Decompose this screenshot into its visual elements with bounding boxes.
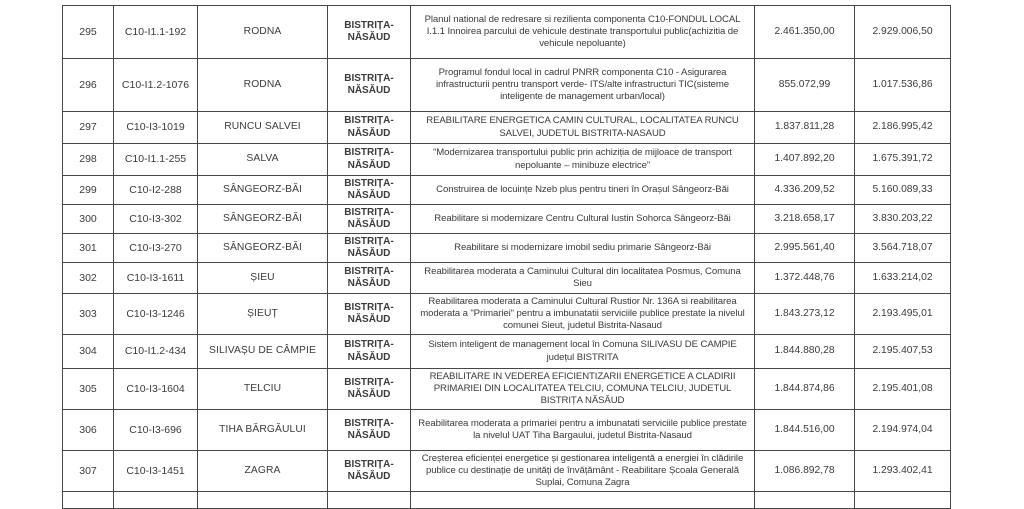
empty-cell	[855, 492, 951, 509]
table-row	[63, 144, 951, 176]
document-page	[62, 5, 951, 509]
project-code-cell: C10-I1.2-1076	[114, 59, 198, 112]
project-description-cell: Sistem inteligent de management local în Comuna SILIVASU DE CAMPIE județul BISTRITA	[411, 335, 755, 369]
row-number-cell: 297	[63, 112, 114, 144]
amount-eligible-cell: 855.072,99	[755, 59, 855, 112]
table-row	[63, 335, 951, 369]
county-cell: BISTRIȚA-NĂSĂUD	[328, 234, 411, 263]
locality-cell: ȘIEU	[198, 263, 328, 294]
project-description-cell: “Modernizarea transportului public prin achiziția de mijloace de transport nepoluante – minibuze electrice”	[411, 144, 755, 176]
locality-cell: SILIVAȘU DE CÂMPIE	[198, 335, 328, 369]
locality-cell: SALVA	[198, 144, 328, 176]
table-row	[63, 410, 951, 451]
partial-next-row	[63, 492, 951, 509]
county-cell: BISTRIȚA-NĂSĂUD	[328, 369, 411, 410]
project-description-cell: Planul national de redresare si rezilienta componenta C10-FONDUL LOCAL I.1.1 Innoirea parcului de vehicule destinate transportului public(achizitia de vehicule nepoluante)	[411, 6, 755, 59]
county-cell: BISTRIȚA-NĂSĂUD	[328, 263, 411, 294]
table-row	[63, 263, 951, 294]
locality-cell: RUNCU SALVEI	[198, 112, 328, 144]
funding-projects-table	[62, 5, 951, 509]
locality-cell: TIHA BĂRGĂULUI	[198, 410, 328, 451]
project-code-cell: C10-I1.2-434	[114, 335, 198, 369]
table-row	[63, 6, 951, 59]
county-cell: BISTRIȚA-NĂSĂUD	[328, 112, 411, 144]
project-description-cell: Programul fondul local in cadrul PNRR componenta C10 - Asigurarea infrastructurii pentru transport verde- ITS/alte infrastructuri TIC(sisteme inteligente de management urban/local)	[411, 59, 755, 112]
amount-eligible-cell: 4.336.209,52	[755, 176, 855, 205]
county-cell: BISTRIȚA-NĂSĂUD	[328, 59, 411, 112]
project-description-cell: Reabilitare si modernizare Centru Cultural Iustin Sohorca Sângeorz-Băi	[411, 205, 755, 234]
row-number-cell: 305	[63, 369, 114, 410]
county-cell: BISTRIȚA-NĂSĂUD	[328, 205, 411, 234]
amount-total-cell: 1.633.214,02	[855, 263, 951, 294]
county-cell: BISTRIȚA-NĂSĂUD	[328, 294, 411, 335]
amount-total-cell: 5.160.089,33	[855, 176, 951, 205]
amount-eligible-cell: 3.218.658,17	[755, 205, 855, 234]
amount-total-cell: 2.195.401,08	[855, 369, 951, 410]
table-body	[63, 6, 951, 492]
amount-total-cell: 3.564.718,07	[855, 234, 951, 263]
project-code-cell: C10-I3-696	[114, 410, 198, 451]
project-code-cell: C10-I3-270	[114, 234, 198, 263]
amount-eligible-cell: 1.843.273,12	[755, 294, 855, 335]
amount-total-cell: 1.293.402,41	[855, 451, 951, 492]
locality-cell: ȘIEUȚ	[198, 294, 328, 335]
amount-eligible-cell: 1.407.892,20	[755, 144, 855, 176]
amount-eligible-cell: 1.844.874,86	[755, 369, 855, 410]
project-description-cell: Reabilitare si modernizare imobil sediu primarie Sângeorz-Băi	[411, 234, 755, 263]
row-number-cell: 302	[63, 263, 114, 294]
table-row	[63, 205, 951, 234]
project-code-cell: C10-I3-1451	[114, 451, 198, 492]
empty-cell	[411, 492, 755, 509]
project-code-cell: C10-I1.1-255	[114, 144, 198, 176]
project-description-cell: Creșterea eficienței energetice și gestionarea inteligentă a energiei în clădirile publice cu destinație de unități de învățământ - Reabilitare Școala Generală Suplai, Comuna Zagra	[411, 451, 755, 492]
empty-cell	[198, 492, 328, 509]
amount-total-cell: 3.830.203,22	[855, 205, 951, 234]
locality-cell: TELCIU	[198, 369, 328, 410]
amount-total-cell: 2.186.995,42	[855, 112, 951, 144]
amount-total-cell: 2.929.006,50	[855, 6, 951, 59]
table-row	[63, 294, 951, 335]
project-description-cell: Construirea de locuințe Nzeb plus pentru tineri în Orașul Sângeorz-Băi	[411, 176, 755, 205]
table-row	[63, 234, 951, 263]
project-description-cell: REABILITARE ENERGETICA CAMIN CULTURAL, LOCALITATEA RUNCU SALVEI, JUDETUL BISTRITA-NASAUD	[411, 112, 755, 144]
project-code-cell: C10-I2-288	[114, 176, 198, 205]
row-number-cell: 300	[63, 205, 114, 234]
county-cell: BISTRIȚA-NĂSĂUD	[328, 144, 411, 176]
locality-cell: SÂNGEORZ-BĂI	[198, 234, 328, 263]
empty-cell	[63, 492, 114, 509]
table-row	[63, 451, 951, 492]
amount-eligible-cell: 1.844.880,28	[755, 335, 855, 369]
amount-total-cell: 2.193.495,01	[855, 294, 951, 335]
project-code-cell: C10-I3-302	[114, 205, 198, 234]
county-cell: BISTRIȚA-NĂSĂUD	[328, 176, 411, 205]
locality-cell: ZAGRA	[198, 451, 328, 492]
project-code-cell: C10-I3-1611	[114, 263, 198, 294]
empty-cell	[755, 492, 855, 509]
amount-total-cell: 1.675.391,72	[855, 144, 951, 176]
county-cell: BISTRIȚA-NĂSĂUD	[328, 335, 411, 369]
table-partial-row-container	[63, 492, 951, 509]
row-number-cell: 298	[63, 144, 114, 176]
row-number-cell: 304	[63, 335, 114, 369]
county-cell: BISTRIȚA-NĂSĂUD	[328, 451, 411, 492]
row-number-cell: 303	[63, 294, 114, 335]
project-description-cell: REABILITARE IN VEDEREA EFICIENTIZARII ENERGETICE A CLADIRII PRIMARIEI DIN LOCALITATEA TELCIU, COMUNA TELCIU, JUDETUL BISTRIȚA NĂSĂUD	[411, 369, 755, 410]
county-cell: BISTRIȚA-NĂSĂUD	[328, 6, 411, 59]
locality-cell: RODNA	[198, 6, 328, 59]
table-row	[63, 369, 951, 410]
row-number-cell: 295	[63, 6, 114, 59]
project-description-cell: Reabilitarea moderata a primariei pentru a imbunatati serviciile publice prestate la nivelul UAT Tiha Bargaului, judetul Bistrita-Nasaud	[411, 410, 755, 451]
amount-total-cell: 2.194.974,04	[855, 410, 951, 451]
amount-eligible-cell: 1.844.516,00	[755, 410, 855, 451]
project-description-cell: Reabilitarea moderata a Caminului Cultural Rustior Nr. 136A si reabilitarea moderata a "Primariei" pentru a imbunatatii serviciile publice prestate la nivelul comunei Sieut, judetul Bistrita-Nasaud	[411, 294, 755, 335]
locality-cell: SÂNGEORZ-BĂI	[198, 176, 328, 205]
amount-eligible-cell: 2.461.350,00	[755, 6, 855, 59]
project-code-cell: C10-I3-1019	[114, 112, 198, 144]
locality-cell: RODNA	[198, 59, 328, 112]
empty-cell	[114, 492, 198, 509]
amount-eligible-cell: 1.372.448,76	[755, 263, 855, 294]
row-number-cell: 306	[63, 410, 114, 451]
amount-total-cell: 2.195.407,53	[855, 335, 951, 369]
project-code-cell: C10-I3-1246	[114, 294, 198, 335]
table-row	[63, 112, 951, 144]
empty-cell	[328, 492, 411, 509]
row-number-cell: 307	[63, 451, 114, 492]
row-number-cell: 301	[63, 234, 114, 263]
table-row	[63, 176, 951, 205]
project-code-cell: C10-I3-1604	[114, 369, 198, 410]
amount-eligible-cell: 1.086.892,78	[755, 451, 855, 492]
project-code-cell: C10-I1.1-192	[114, 6, 198, 59]
amount-total-cell: 1.017.536,86	[855, 59, 951, 112]
amount-eligible-cell: 1.837.811,28	[755, 112, 855, 144]
county-cell: BISTRIȚA-NĂSĂUD	[328, 410, 411, 451]
row-number-cell: 296	[63, 59, 114, 112]
locality-cell: SÂNGEORZ-BĂI	[198, 205, 328, 234]
table-row	[63, 59, 951, 112]
row-number-cell: 299	[63, 176, 114, 205]
amount-eligible-cell: 2.995.561,40	[755, 234, 855, 263]
project-description-cell: Reabilitarea moderata a Caminului Cultural din localitatea Posmus, Comuna Sieu	[411, 263, 755, 294]
